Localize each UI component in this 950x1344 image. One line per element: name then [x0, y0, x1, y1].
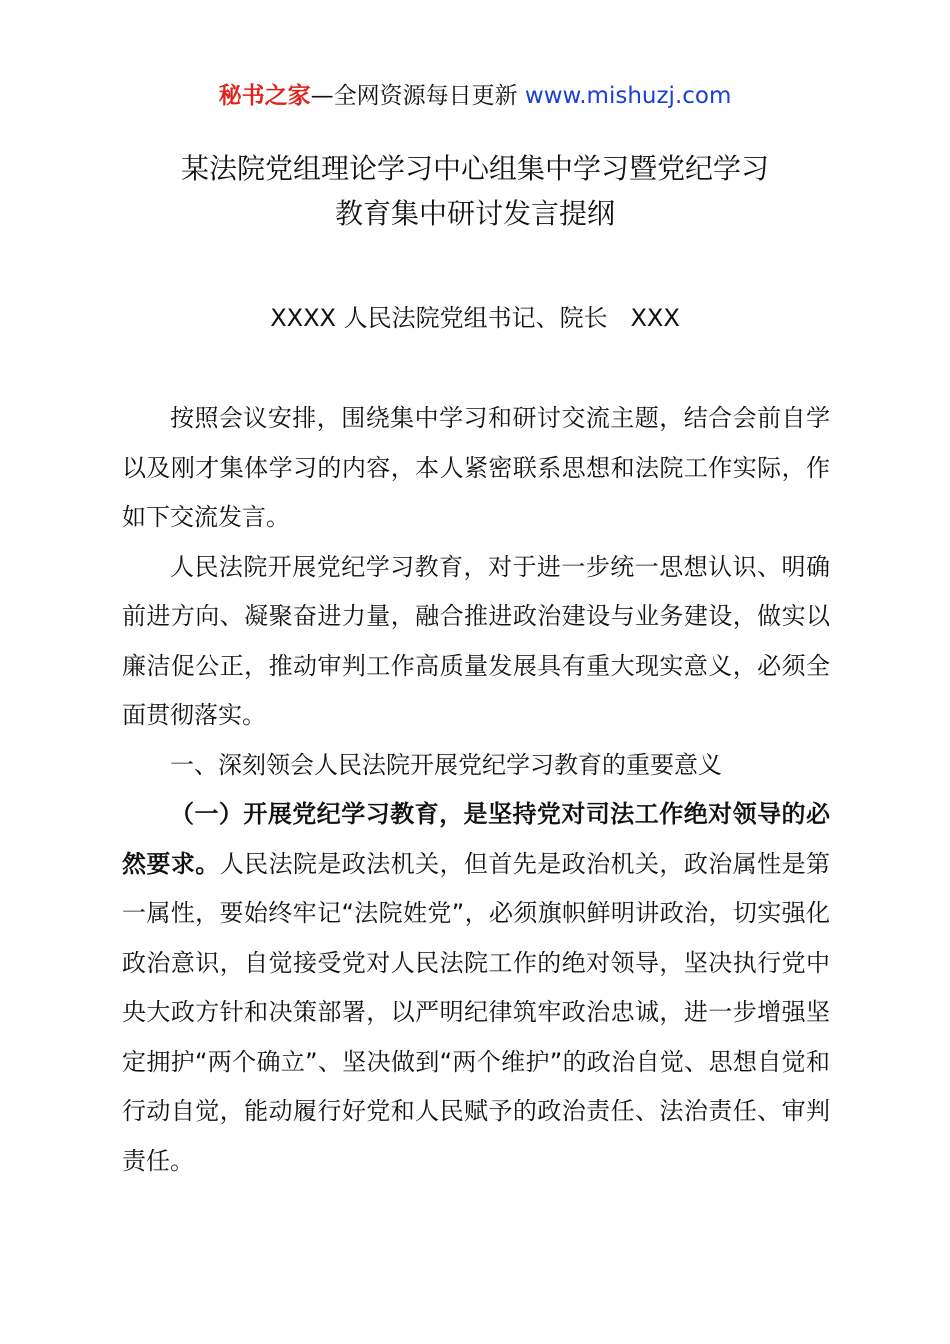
document-body	[122, 394, 830, 1186]
header-tagline: —全网资源每日更新	[310, 83, 525, 109]
brand-name: 秘书之家	[218, 83, 311, 109]
title-line-2: 教育集中研讨发言提纲	[334, 197, 615, 230]
intro-paragraph: 按照会议安排，围绕集中学习和研讨交流主题，结合会前自学以及刚才集体学习的内容，本人紧密联系思想和法院工作实际，作如下交流发言。	[122, 404, 830, 531]
document-title	[0, 146, 950, 236]
site-header	[0, 80, 950, 112]
section-heading-1: 一、深刻领会人民法院开展党纪学习教育的重要意义	[170, 750, 722, 779]
subsection-paragraph-1	[122, 790, 830, 1186]
significance-paragraph: 人民法院开展党纪学习教育，对于进一步统一思想认识、明确前进方向、凝聚奋进力量，融合推进政治建设与业务建设，做实以廉洁促公正，推动审判工作高质量发展具有重大现实意义，必须全面贯彻落实。	[122, 552, 830, 729]
subsection-heading-1: （一）开展党纪学习教育，是坚持党对司法工作绝对领导的必然要求。	[122, 800, 830, 878]
author-line: XXXX 人民法院党组书记、院长 XXX	[270, 304, 680, 332]
title-line-1: 某法院党组理论学习中心组集中学习暨党纪学习	[180, 152, 769, 185]
subsection-text-1: 人民法院是政法机关，但首先是政治机关，政治属性是第一属性，要始终牢记“法院姓党”，必须旗帜鲜明讲政治，切实强化政治意识，自觉接受党对人民法院工作的绝对领导，坚决执行党中央大政方针和决策部署，以严明纪律筑牢政治忠诚，进一步增强坚定拥护“两个确立”、坚决做到“两个维护”的政治自觉、思想自觉和行动自觉，能动履行好党和人民赋予的政治责任、法治责任、审判责任。	[122, 849, 831, 1175]
site-url-link[interactable]: www.mishuzj.com	[524, 83, 732, 109]
